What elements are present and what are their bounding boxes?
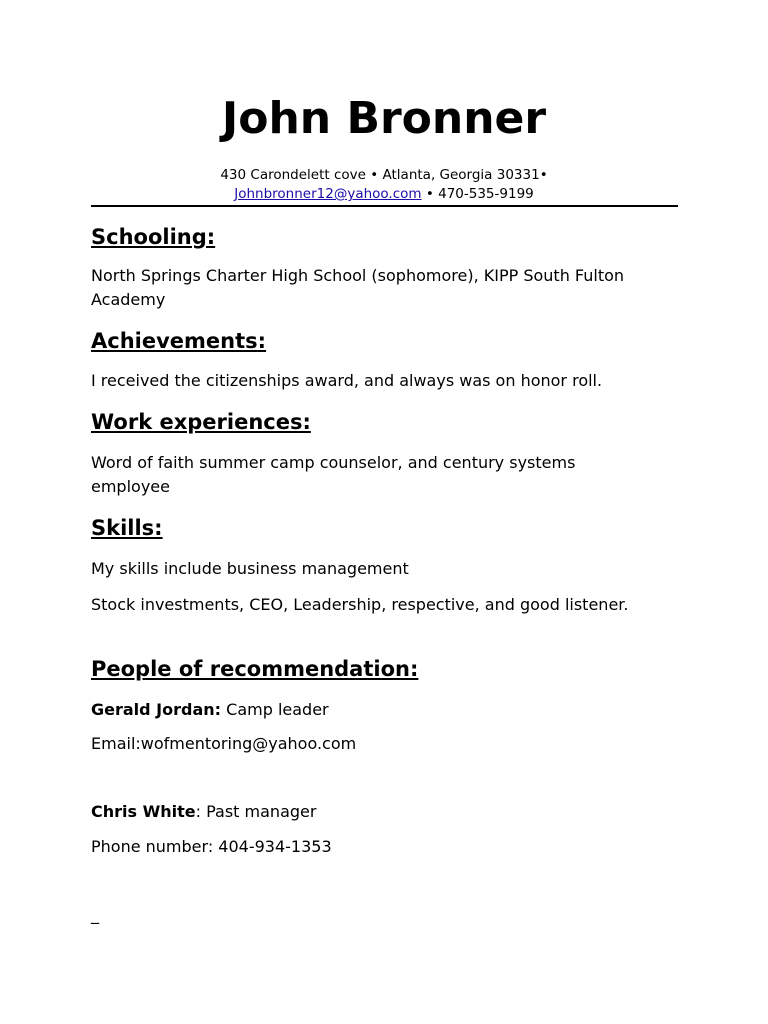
trailing-underscore: _ <box>91 905 99 924</box>
header-divider <box>91 205 678 207</box>
reference-2-role: : Past manager <box>195 802 317 821</box>
skills-line-1: My skills include business management <box>91 559 409 578</box>
reference-1 <box>91 698 691 722</box>
achievements-text: I received the citizenships award, and always was on honor roll. <box>91 371 603 390</box>
address-line: 430 Carondelett cove • Atlanta, Georgia 30331• <box>220 167 548 183</box>
reference-1-name: Gerald Jordan: <box>91 700 222 719</box>
recommendation-heading: People of recommendation: <box>91 657 419 681</box>
skills-heading: Skills: <box>91 516 163 540</box>
reference-2-contact: Phone number: 404-934-1353 <box>91 837 332 856</box>
resume-name: John Bronner <box>221 93 547 144</box>
schooling-text: North Springs Charter High School (sophomore), KIPP South Fulton Academy <box>91 266 625 309</box>
reference-2-name: Chris White <box>91 802 196 821</box>
work-text: Word of faith summer camp counselor, and century systems employee <box>91 453 576 496</box>
contact-line <box>0 185 768 203</box>
email-link[interactable]: Johnbronner12@yahoo.com <box>234 186 422 202</box>
skills-line-2: Stock investments, CEO, Leadership, respective, and good listener. <box>91 595 629 614</box>
work-heading: Work experiences: <box>91 410 311 434</box>
phone-text: • 470-535-9199 <box>421 186 534 202</box>
reference-1-contact: Email:wofmentoring@yahoo.com <box>91 734 357 753</box>
schooling-heading: Schooling: <box>91 225 216 249</box>
reference-2 <box>91 800 691 824</box>
reference-1-role: Camp leader <box>221 700 329 719</box>
achievements-heading: Achievements: <box>91 329 267 353</box>
